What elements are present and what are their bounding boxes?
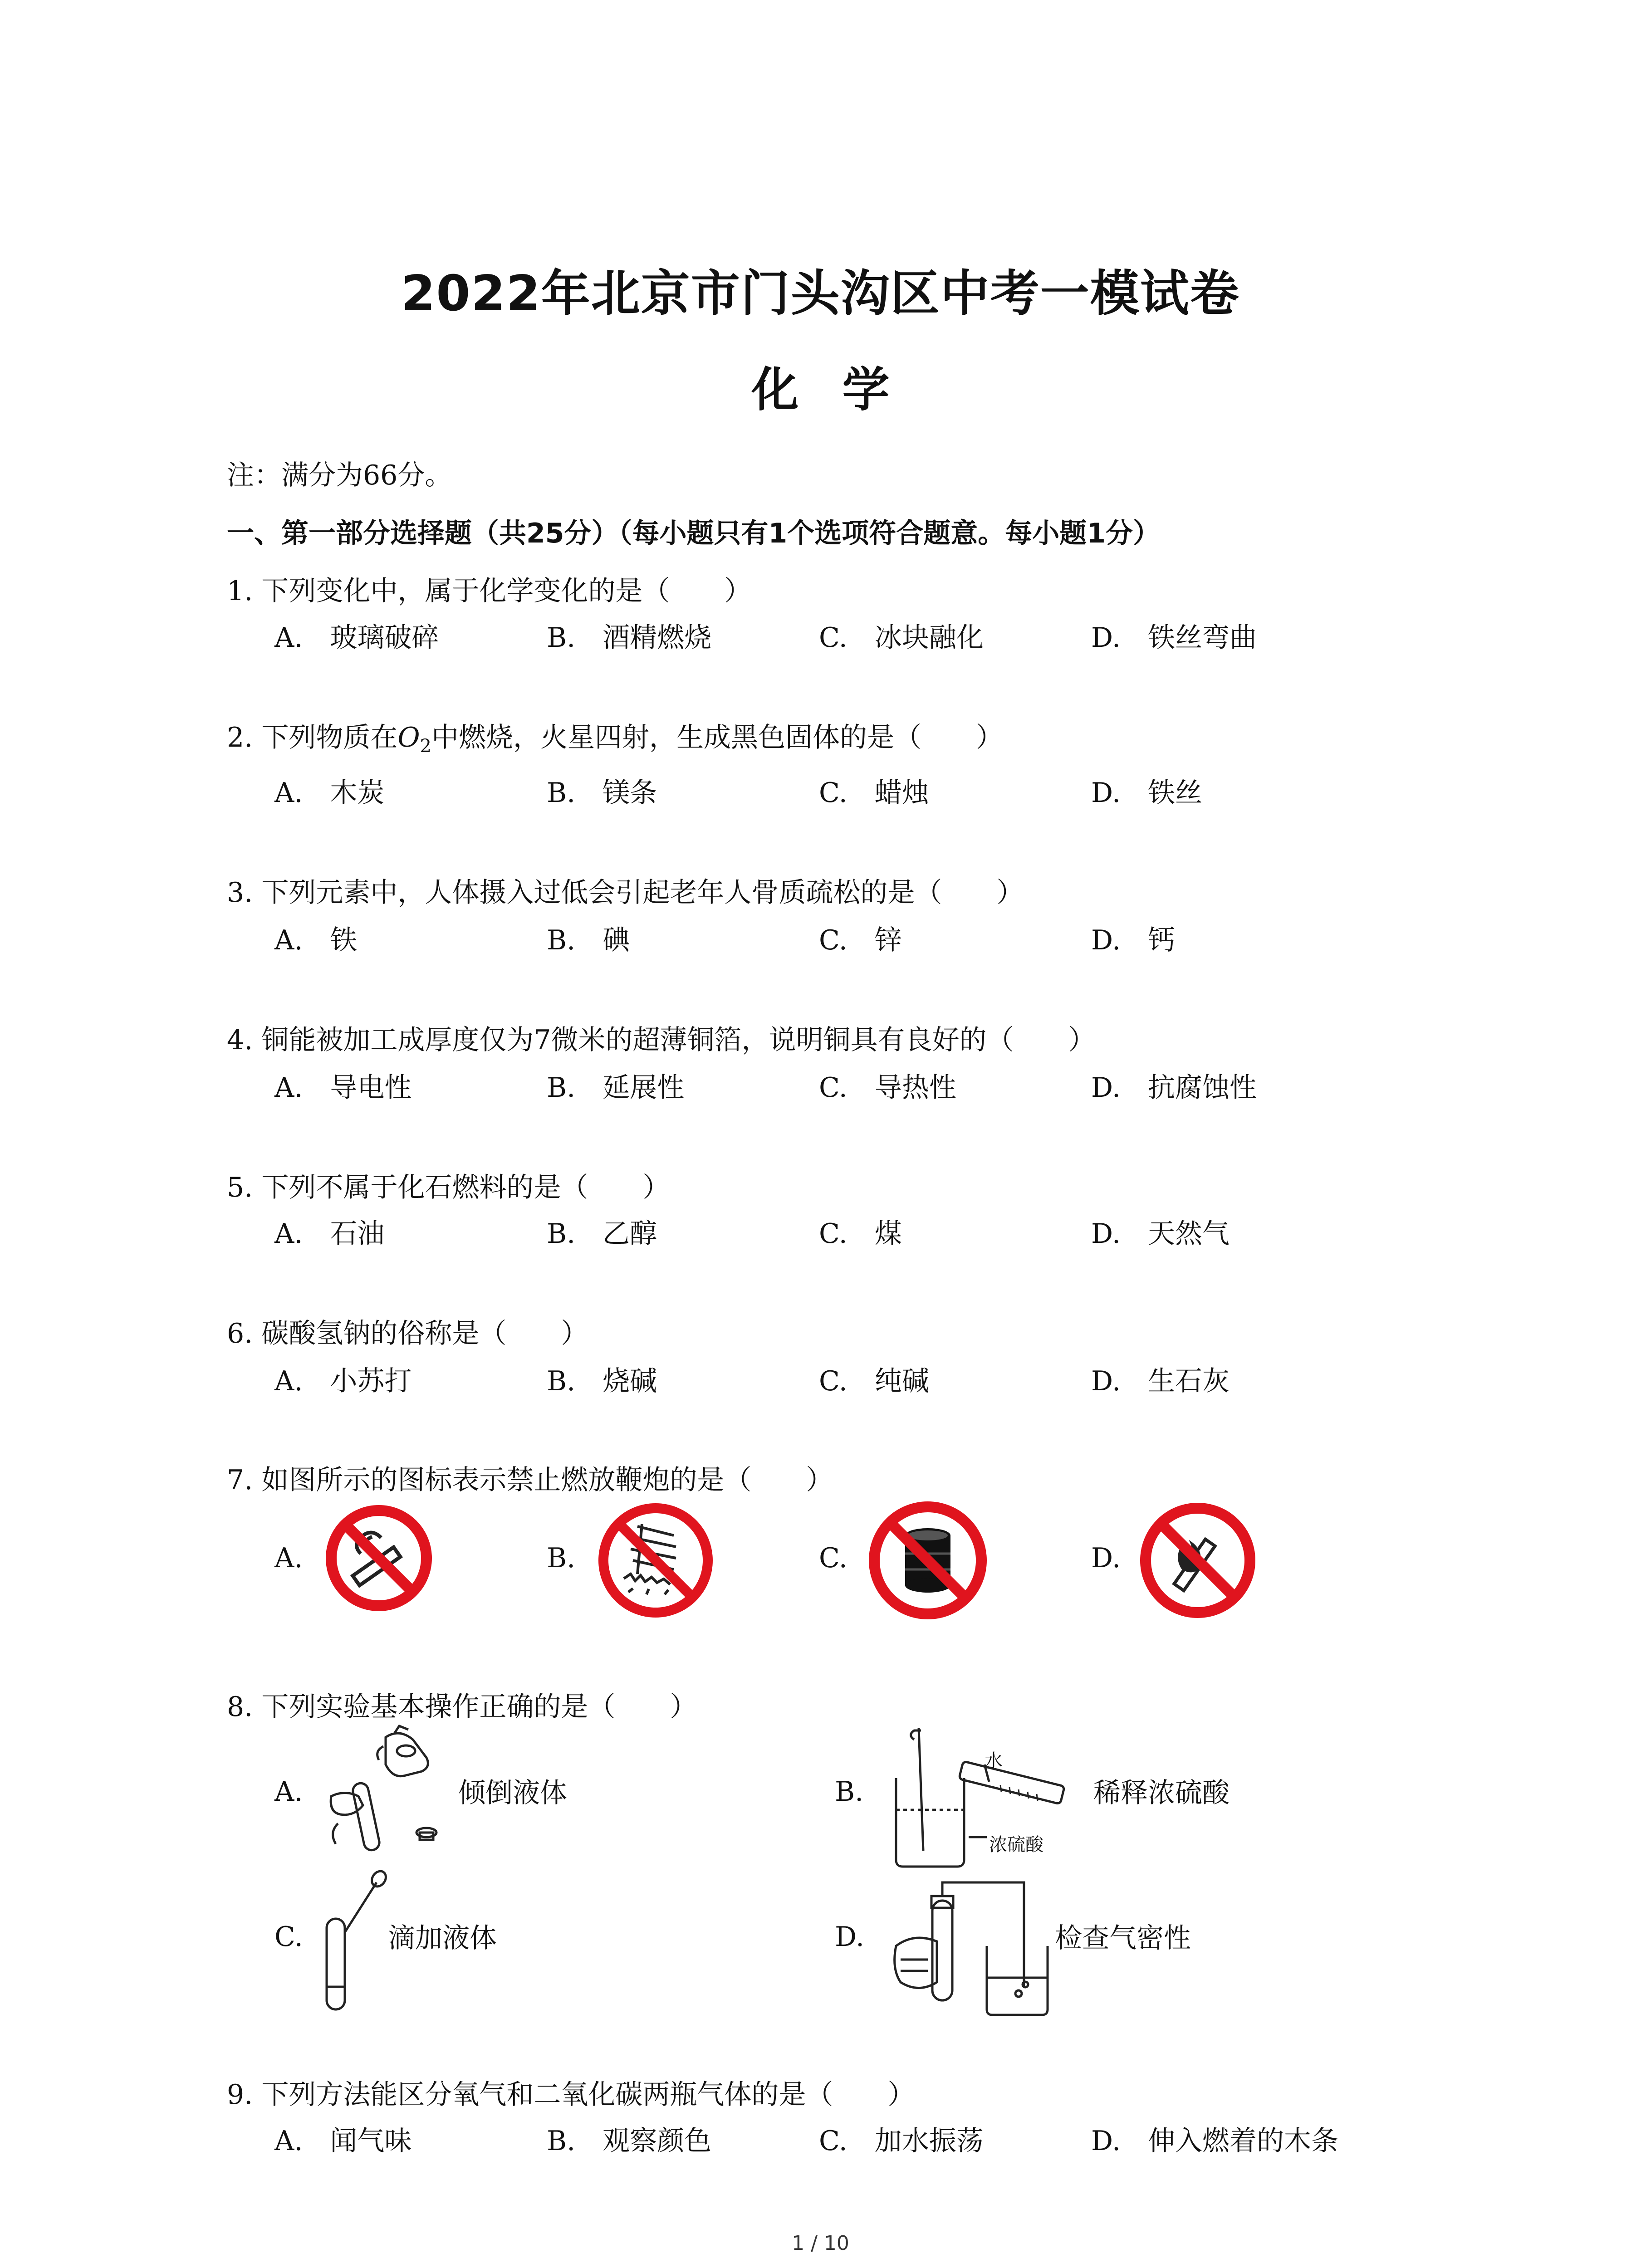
- q6-option-b[interactable]: B. 烧碱: [547, 1365, 657, 1397]
- q4-option-b[interactable]: B. 延展性: [547, 1072, 685, 1104]
- q6-option-d[interactable]: D. 生石灰: [1091, 1365, 1230, 1397]
- q5-option-b[interactable]: B. 乙醇: [547, 1218, 657, 1250]
- oxygen-formula: O: [397, 722, 420, 753]
- q9-option-a[interactable]: A. 闻气味: [274, 2125, 412, 2157]
- q2-option-c[interactable]: C. 蜡烛: [819, 777, 929, 809]
- q5-option-c[interactable]: C. 煤: [819, 1218, 902, 1250]
- q7-option-a[interactable]: A.: [274, 1542, 303, 1574]
- q5-option-d[interactable]: D. 天然气: [1091, 1218, 1230, 1250]
- question-4: 4. 铜能被加工成厚度仅为7微米的超薄铜箔，说明铜具有良好的（ ）: [227, 1024, 1096, 1056]
- q8-caption-c: 滴加液体: [388, 1922, 497, 1954]
- q3-option-b[interactable]: B. 碘: [547, 924, 630, 956]
- q8-option-c[interactable]: C.: [274, 1921, 303, 1953]
- q7-option-d[interactable]: D.: [1091, 1542, 1121, 1574]
- subject-title: 化 学: [751, 362, 890, 417]
- q6-option-c[interactable]: C. 纯碱: [819, 1365, 929, 1397]
- q9-option-d[interactable]: D. 伸入燃着的木条: [1091, 2125, 1339, 2157]
- q7-option-b[interactable]: B.: [547, 1542, 576, 1574]
- q3-option-c[interactable]: C. 锌: [819, 924, 902, 956]
- q8-caption-d: 检查气密性: [1055, 1922, 1191, 1954]
- question-3: 3. 下列元素中，人体摄入过低会引起老年人骨质疏松的是（ ）: [227, 877, 1024, 909]
- no-explosives-icon[interactable]: [867, 1499, 989, 1622]
- q1-option-c[interactable]: C. 冰块融化: [819, 622, 984, 654]
- q2-option-a[interactable]: A. 木炭: [274, 777, 385, 809]
- q4-option-a[interactable]: A. 导电性: [274, 1072, 412, 1104]
- question-9: 9. 下列方法能区分氧气和二氧化碳两瓶气体的是（ ）: [227, 2079, 915, 2111]
- q9-option-c[interactable]: C. 加水振荡: [819, 2125, 984, 2157]
- pour-liquid-illustration: [318, 1719, 454, 1869]
- dilute-acid-illustration: [887, 1719, 1087, 1873]
- question-6: 6. 碳酸氢钠的俗称是（ ）: [227, 1318, 588, 1349]
- q2-option-b[interactable]: B. 镁条: [547, 777, 657, 809]
- q1-option-b[interactable]: B. 酒精燃烧: [547, 622, 712, 654]
- q1-option-d[interactable]: D. 铁丝弯曲: [1091, 622, 1257, 654]
- q8-caption-b: 稀释浓硫酸: [1093, 1777, 1230, 1809]
- drop-liquid-illustration: [318, 1869, 390, 2014]
- score-note: 注：满分为66分。: [227, 459, 452, 491]
- no-firecrackers-icon[interactable]: [597, 1501, 715, 1619]
- acid-label: 浓硫酸: [989, 1834, 1043, 1855]
- airtight-check-illustration: [887, 1873, 1055, 2019]
- q8-option-a[interactable]: A.: [274, 1776, 303, 1808]
- question-2-text-before: 2. 下列物质在: [227, 722, 398, 753]
- question-5: 5. 下列不属于化石燃料的是（ ）: [227, 1172, 670, 1203]
- q8-option-b[interactable]: B.: [835, 1776, 864, 1808]
- section-title: 一、第一部分选择题（共25分）（每小题只有1个选项符合题意。每小题1分）: [227, 518, 1160, 549]
- question-8: 8. 下列实验基本操作正确的是（ ）: [227, 1691, 697, 1723]
- q2-option-d[interactable]: D. 铁丝: [1091, 777, 1203, 809]
- water-label: 水: [985, 1750, 1003, 1771]
- question-7: 7. 如图所示的图标表示禁止燃放鞭炮的是（ ）: [227, 1464, 833, 1496]
- question-2: [227, 716, 1003, 757]
- question-2-text-after: 中燃烧，火星四射，生成黑色固体的是（ ）: [431, 722, 1003, 753]
- question-1: 1. 下列变化中，属于化学变化的是（ ）: [227, 575, 752, 607]
- q6-option-a[interactable]: A. 小苏打: [274, 1365, 412, 1397]
- q4-option-d[interactable]: D. 抗腐蚀性: [1091, 1072, 1257, 1104]
- q1-option-a[interactable]: A. 玻璃破碎: [274, 622, 439, 654]
- q8-option-d[interactable]: D.: [835, 1921, 865, 1953]
- q8-caption-a: 倾倒液体: [458, 1777, 567, 1809]
- q9-option-b[interactable]: B. 观察颜色: [547, 2125, 712, 2157]
- exam-title: 2022年北京市门头沟区中考一模试卷: [401, 265, 1240, 322]
- page-number: 1 / 10: [792, 2232, 849, 2255]
- q4-option-c[interactable]: C. 导热性: [819, 1072, 956, 1104]
- q5-option-a[interactable]: A. 石油: [274, 1218, 385, 1250]
- oxygen-subscript: 2: [420, 736, 431, 757]
- q3-option-a[interactable]: A. 铁: [274, 924, 358, 956]
- no-smoking-icon[interactable]: [324, 1501, 433, 1615]
- q7-option-c[interactable]: C.: [819, 1542, 847, 1574]
- q3-option-d[interactable]: D. 钙: [1091, 924, 1176, 956]
- no-fire-icon[interactable]: [1139, 1501, 1257, 1619]
